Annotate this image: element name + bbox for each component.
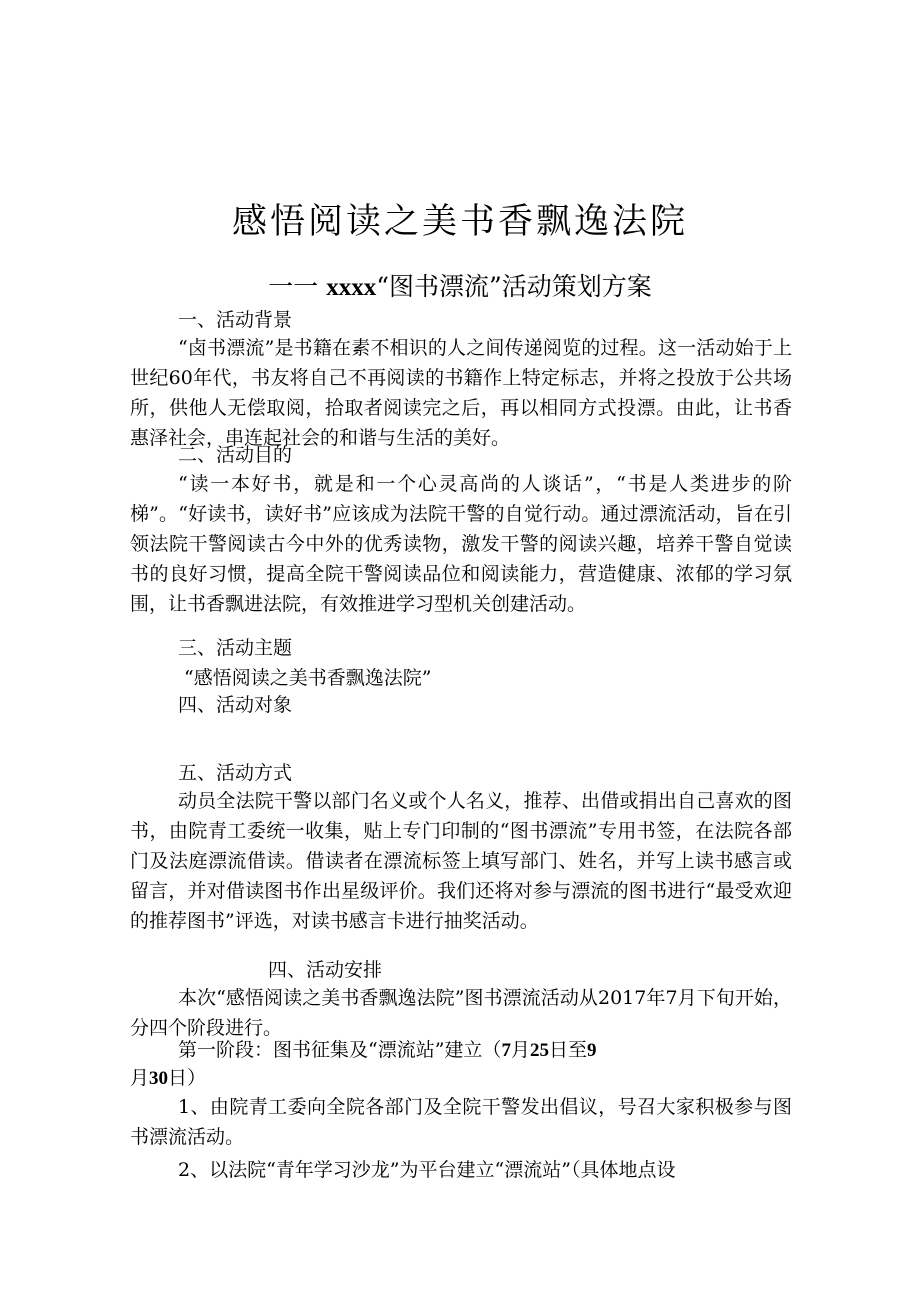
section-heading-audience: 四、活动对象: [178, 694, 293, 716]
section-heading-theme: 三、活动主题: [178, 637, 293, 659]
phase-one-item-2: 2、以法院“青年学习沙龙”为平台建立“漂流站”（具体地点设: [178, 1159, 676, 1181]
subtitle-code: xxxx: [326, 274, 377, 301]
section-body-schedule: 本次“感悟阅读之美书香飘逸法院”图书漂流活动从2017年7月下旬开始，分四个阶段进行。: [130, 987, 792, 1039]
phase-one-line-continued: [130, 1063, 920, 1094]
section-heading-background: 一、活动背景: [178, 309, 293, 331]
section-body-method: 动员全法院干警以部门名义或个人名义，推荐、出借或捐出自己喜欢的图书，由院青工委统一收集，贴上专门印制的“图书漂流”专用书签，在法院各部门及法庭漂流借读。借读者在漂流标签上填写部门、姓名，并写上读书感言或留言，并对借读图书作出星级评价。我们还将对参与漂流的图书进行“最受欢迎的推荐图书”评选，对读书感言卡进行抽奖活动。: [130, 790, 792, 932]
phase-one-item-1: 1、由院青工委向全院各部门及全院干警发出倡议，号召大家积极参与图书漂流活动。: [130, 1096, 792, 1148]
phase1-text-i: 日）: [168, 1067, 207, 1089]
section-heading-purpose: 二、活动目的: [178, 444, 293, 466]
subtitle-dash: 一一: [268, 272, 327, 301]
section-heading-schedule: 四、活动安排: [268, 959, 383, 981]
phase1-month-start: 7: [501, 1040, 511, 1061]
section-body-theme: “感悟阅读之美书香飘逸法院”: [184, 667, 432, 689]
document-subtitle: [130, 267, 790, 308]
phase1-text-c: 月: [510, 1039, 530, 1061]
phase-one-line: [178, 1035, 920, 1066]
phase1-day-end: 30: [149, 1068, 169, 1089]
phase1-text-g: 月: [130, 1067, 150, 1089]
section-body-purpose: “读一本好书，就是和一个心灵高尚的人谈话”，“书是人类进步的阶梯”。“好读书，读好书”应该成为法院干警的自觉行动。通过漂流活动，旨在引领法院干警阅读古今中外的优秀读物，激发干警的阅读兴趣，培养干警自觉读书的良好习惯，提高全院干警阅读品位和阅读能力，营造健康、浓郁的学习氛围，让书香飘进法院，有效推进学习型机关创建活动。: [130, 473, 792, 615]
subtitle-text: “图书漂流”活动策划方案: [376, 272, 652, 301]
section-body-background: “卤书漂流”是书籍在素不相识的人之间传递阅览的过程。这一活动始于上世纪60年代，书友将自己不再阅读的书籍作上特定标志，并将之投放于公共场所，供他人无偿取阅，拾取者阅读完之后，再以相同方式投漂。由此，让书香惠泽社会，串连起社会的和谐与生活的美好。: [130, 337, 792, 449]
section-heading-method: 五、活动方式: [178, 762, 293, 784]
document-title: 感悟阅读之美书香飘逸法院: [231, 202, 688, 242]
phase1-text-e: 日至: [548, 1039, 587, 1061]
phase1-month-end: 9: [586, 1040, 597, 1061]
phase1-day-start: 25: [529, 1040, 549, 1061]
phase1-text-a: 第一阶段：图书征集及“漂流站”建立（: [178, 1039, 502, 1061]
